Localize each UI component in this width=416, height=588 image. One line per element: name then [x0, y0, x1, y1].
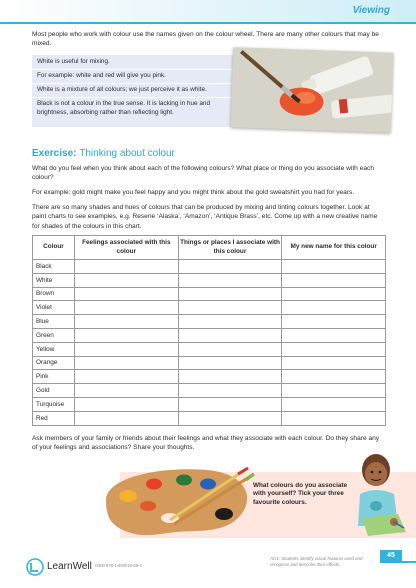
places-cell[interactable] [178, 342, 282, 356]
new-name-cell[interactable] [282, 370, 386, 384]
table-header: Colour [33, 236, 75, 260]
colour-cell: Red [33, 411, 75, 425]
places-cell[interactable] [178, 301, 282, 315]
feelings-cell[interactable] [74, 301, 178, 315]
info-line-2: For example: white and red will give you pink. [37, 72, 166, 79]
info-line-3: White is a mixture of all colours; we just perceive it as white. [37, 86, 207, 93]
colour-cell: Blue [33, 315, 75, 329]
colour-cell: Black [33, 260, 75, 274]
table-row [33, 384, 386, 398]
info-box [32, 55, 247, 127]
colour-cell: Turquoise [33, 397, 75, 411]
intro-paragraph: Most people who work with colour use the names given on the colour wheel. There are many other colours that may be mixed. [32, 31, 379, 48]
table-row [33, 411, 386, 425]
places-cell[interactable] [178, 356, 282, 370]
new-name-cell[interactable] [282, 384, 386, 398]
places-cell[interactable] [178, 315, 282, 329]
new-name-cell[interactable] [282, 411, 386, 425]
learnwell-logo [26, 558, 44, 576]
places-cell[interactable] [178, 397, 282, 411]
isbn-text: ISBN 978-1-990015-69-4 [95, 563, 142, 568]
brand-name: LearnWell [47, 561, 92, 572]
places-cell[interactable] [178, 370, 282, 384]
info-divider [32, 97, 247, 98]
table-row [33, 342, 386, 356]
exercise-label: Exercise: [32, 148, 77, 159]
colour-cell: Gold [33, 384, 75, 398]
table-row [33, 315, 386, 329]
page-number: 45 [380, 550, 402, 561]
new-name-cell[interactable] [282, 301, 386, 315]
colour-cell: Orange [33, 356, 75, 370]
table-header: My new name for this colour [282, 236, 386, 260]
feelings-cell[interactable] [74, 328, 178, 342]
table-row [33, 301, 386, 315]
feelings-cell[interactable] [74, 315, 178, 329]
table-row [33, 273, 386, 287]
colour-chart [32, 235, 386, 426]
new-name-cell[interactable] [282, 260, 386, 274]
info-line-4: Black is not a colour in the true sense. It is lacking in hue and brightness, absorbing rather than reflecting light. [37, 100, 210, 116]
feelings-cell[interactable] [74, 342, 178, 356]
table-row [33, 370, 386, 384]
new-name-cell[interactable] [282, 397, 386, 411]
exercise-paragraph-3: There are so many shades and hues of colours that can be produced by mixing and tinting colours together. Look at paint charts to see examples, e.g. Resene ‘Alaska’, ‘Amazon’, ‘Antique Brass’, etc. Come up with a new creative name for shades of the colours in this chart. [32, 204, 378, 230]
new-name-cell[interactable] [282, 356, 386, 370]
table-row [33, 260, 386, 274]
feelings-cell[interactable] [74, 273, 178, 287]
info-line-1: White is useful for mixing. [37, 58, 110, 65]
feelings-cell[interactable] [74, 260, 178, 274]
colour-cell: Pink [33, 370, 75, 384]
colour-cell: White [33, 273, 75, 287]
page-number-rule [380, 561, 416, 563]
places-cell[interactable] [178, 273, 282, 287]
colour-cell: Brown [33, 287, 75, 301]
exercise-paragraph-1: What do you feel when you think about each of the following colours? What place or thing do you associate with each colour? [32, 165, 374, 182]
child-illustration [350, 448, 416, 540]
new-name-cell[interactable] [282, 328, 386, 342]
colour-cell: Violet [33, 301, 75, 315]
table-row [33, 328, 386, 342]
table-row [33, 356, 386, 370]
achievement-objective: AO1: Students identify visual features used and recognise and describe their effects. [270, 556, 363, 567]
colour-cell: Yellow [33, 342, 75, 356]
paint-photo [231, 47, 394, 133]
places-cell[interactable] [178, 328, 282, 342]
table-row [33, 287, 386, 301]
feelings-cell[interactable] [74, 370, 178, 384]
new-name-cell[interactable] [282, 287, 386, 301]
exercise-paragraph-2: For example: gold might make you feel happy and you might think about the gold sweatshirt you had for years. [32, 189, 355, 196]
feelings-cell[interactable] [74, 287, 178, 301]
colour-cell: Green [33, 328, 75, 342]
feelings-cell[interactable] [74, 384, 178, 398]
places-cell[interactable] [178, 411, 282, 425]
table-header: Feelings associated with this colour [74, 236, 178, 260]
places-cell[interactable] [178, 384, 282, 398]
info-divider [32, 83, 247, 84]
new-name-cell[interactable] [282, 315, 386, 329]
palette-illustration [98, 460, 258, 542]
feelings-cell[interactable] [74, 411, 178, 425]
new-name-cell[interactable] [282, 342, 386, 356]
info-divider [32, 69, 247, 70]
section-title: Viewing [352, 5, 390, 16]
places-cell[interactable] [178, 260, 282, 274]
table-row [33, 397, 386, 411]
table-header-row [33, 236, 386, 260]
table-header: Things or places I associate with this colour [178, 236, 282, 260]
feelings-cell[interactable] [74, 356, 178, 370]
places-cell[interactable] [178, 287, 282, 301]
exercise-title [32, 148, 175, 159]
exercise-heading: Thinking about colour [79, 148, 175, 159]
new-name-cell[interactable] [282, 273, 386, 287]
feelings-cell[interactable] [74, 397, 178, 411]
question-prompt: What colours do you associate with yourself? Tick your three favourite colours. [253, 482, 348, 506]
header-rule [0, 22, 416, 24]
closing-paragraph: Ask members of your family or friends about their feelings and what they associate with each colour. Do they share any of your feelings and associations? Share your thoughts. [32, 435, 380, 452]
